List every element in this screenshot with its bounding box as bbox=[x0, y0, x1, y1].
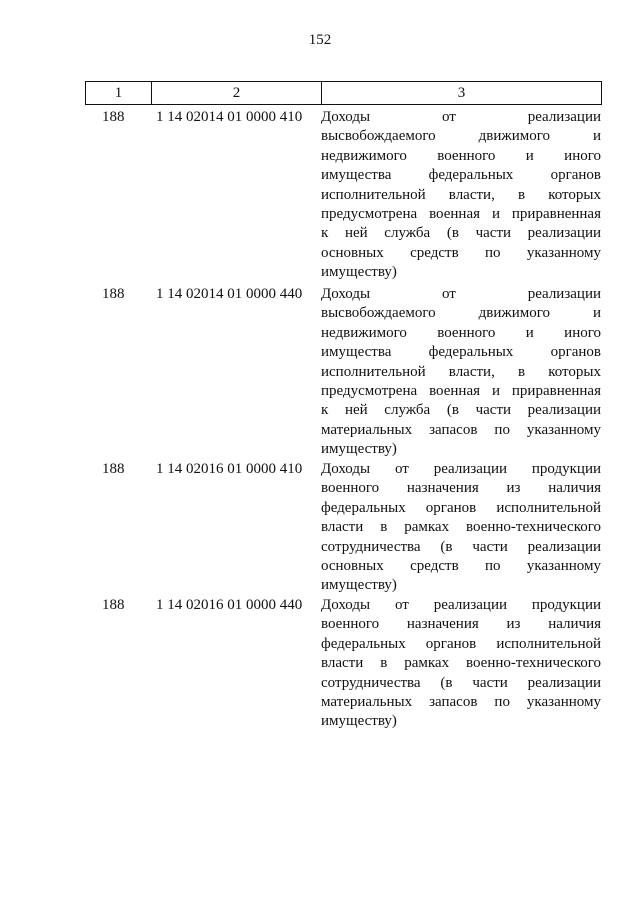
description-line: власти в рамках военно-технического bbox=[321, 655, 601, 672]
description-line: предусмотрена военная и приравненная bbox=[321, 382, 601, 399]
description-line: федеральных органов исполнительной bbox=[321, 635, 601, 652]
description-line: материальных запасов по указанному bbox=[321, 421, 601, 438]
description-line: имущества федеральных органов bbox=[321, 167, 601, 184]
description-line: исполнительной власти, в которых bbox=[321, 186, 601, 203]
column-header-2: 2 bbox=[152, 82, 322, 104]
budget-classification-code: 1 14 02016 01 0000 440 bbox=[156, 597, 303, 613]
description-line: федеральных органов исполнительной bbox=[321, 499, 601, 516]
description-line: Доходы от реализации продукции bbox=[321, 461, 601, 477]
admin-code: 188 bbox=[102, 109, 125, 125]
description-line: имуществу) bbox=[321, 264, 397, 281]
column-header-1: 1 bbox=[86, 82, 152, 104]
description-line: имущества федеральных органов bbox=[321, 344, 601, 361]
description-line: к ней служба (в части реализации bbox=[321, 225, 601, 242]
description-line: Доходы от реализации bbox=[321, 286, 601, 302]
description-line: имуществу) bbox=[321, 577, 397, 594]
description-line: к ней служба (в части реализации bbox=[321, 402, 601, 419]
description-line: основных средств по указанному bbox=[321, 557, 601, 574]
page-number: 152 bbox=[308, 32, 332, 48]
description-line: высвобождаемого движимого и bbox=[321, 305, 601, 322]
description-line: имуществу) bbox=[321, 713, 397, 730]
description-line: власти в рамках военно-технического bbox=[321, 519, 601, 536]
description-line: Доходы от реализации продукции bbox=[321, 597, 601, 613]
description-line: предусмотрена военная и приравненная bbox=[321, 205, 601, 222]
admin-code: 188 bbox=[102, 597, 125, 613]
income-description bbox=[321, 596, 601, 732]
column-header-3: 3 bbox=[457, 84, 466, 101]
description-line: имуществу) bbox=[321, 441, 397, 458]
description-line: основных средств по указанному bbox=[321, 244, 601, 261]
budget-classification-code: 1 14 02014 01 0000 440 bbox=[156, 286, 303, 302]
description-line: военного назначения из наличия bbox=[321, 480, 601, 497]
description-line: Доходы от реализации bbox=[321, 109, 601, 125]
income-description bbox=[321, 460, 601, 596]
budget-classification-code: 1 14 02014 01 0000 410 bbox=[156, 109, 303, 125]
description-line: недвижимого военного и иного bbox=[321, 147, 601, 164]
table-column-header bbox=[85, 81, 602, 105]
income-description bbox=[321, 108, 601, 283]
description-line: исполнительной власти, в которых bbox=[321, 363, 601, 380]
budget-classification-code: 1 14 02016 01 0000 410 bbox=[156, 461, 303, 477]
admin-code: 188 bbox=[102, 286, 125, 302]
description-line: сотрудничества (в части реализации bbox=[321, 538, 601, 555]
description-line: высвобождаемого движимого и bbox=[321, 128, 601, 145]
description-line: военного назначения из наличия bbox=[321, 616, 601, 633]
description-line: сотрудничества (в части реализации bbox=[321, 674, 601, 691]
admin-code: 188 bbox=[102, 461, 125, 477]
description-line: недвижимого военного и иного bbox=[321, 324, 601, 341]
description-line: материальных запасов по указанному bbox=[321, 693, 601, 710]
income-description bbox=[321, 285, 601, 460]
